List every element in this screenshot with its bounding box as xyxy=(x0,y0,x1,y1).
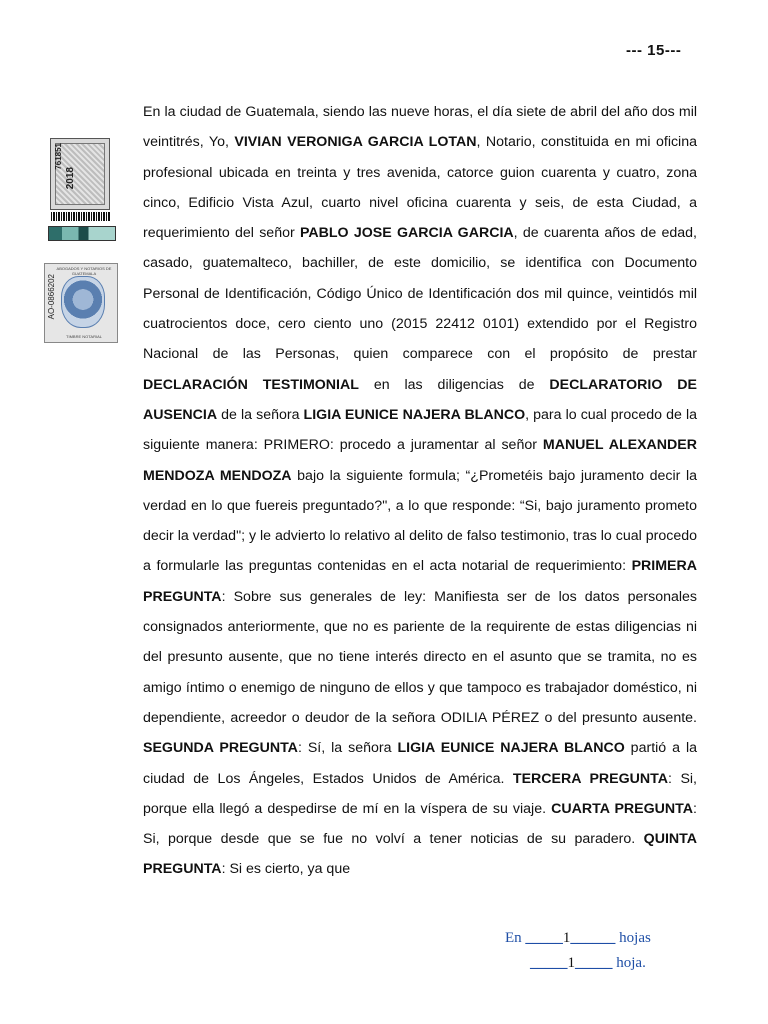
text-segment: , para lo cual procedo de la siguiente manera: PRIMERO: procedo a juramentar al señor xyxy=(143,406,697,454)
sheet-count-line-2 xyxy=(530,955,646,972)
text-segment: partió a la ciudad de Los Ángeles, Estados Unidos de América. xyxy=(143,740,698,787)
text-segment: En la ciudad de Guatemala, siendo las nueve horas, el día siete de abril del año dos mil veintitrés, Yo, xyxy=(143,104,697,151)
footer-blank: _____ xyxy=(525,930,563,946)
stamp-year: 2018 xyxy=(65,167,76,190)
footer-prefix: En xyxy=(505,930,522,946)
seal-number: AO-0866202 xyxy=(47,274,56,320)
sheet-count-line-1 xyxy=(505,930,651,947)
security-strip xyxy=(48,226,116,241)
crest-icon xyxy=(61,276,105,328)
seal-header: ABOGADOS Y NOTARIOS DE GUATEMALA xyxy=(56,266,112,276)
footer-blank: _____ xyxy=(575,955,613,971)
document-body xyxy=(143,97,697,885)
footer-number: 1 xyxy=(567,955,575,971)
footer-suffix: hoja. xyxy=(616,955,646,971)
text-segment: bajo la siguiente formula; “¿Prometéis bajo juramento decir la verdad en lo que fuereis preguntado?", a lo que responde: “Si, bajo juramento prometo decir la verdad"; y le advierto lo relativo al delito de falso testimonio, tras lo cual procedo a formularle las preguntas contenidas en el acta notarial de requerimiento: xyxy=(143,467,698,575)
name-absent-person: LIGIA EUNICE NAJERA BLANCO xyxy=(397,740,625,757)
name-notary: VIVIAN VERONIGA GARCIA LOTAN xyxy=(234,134,477,151)
footer-number: 1 xyxy=(562,930,571,946)
text-segment: : Si es cierto, ya que xyxy=(221,861,351,878)
seal-footer: TIMBRE NOTARIAL xyxy=(66,334,102,339)
notarial-seal-stamp xyxy=(44,263,118,343)
text-segment: , de cuarenta años de edad, casado, guatemalteco, bachiller, de este domicilio, se identifica con Documento Personal de Identificación, Código Único de Identificación dos mil quince, veintidós mil cuatrocientos doce, cero ciento uno (2015 22412 0101) extendido por el Registro Nacional de las Personas, quien comparece con el propósito de prestar xyxy=(143,225,697,363)
text-segment: : Sí, la señora xyxy=(297,740,398,757)
question-3-heading: TERCERA PREGUNTA xyxy=(512,770,669,787)
text-segment: : Si, porque ella llegó a despedirse de mí en la víspera de su viaje. xyxy=(143,770,697,817)
text-segment: de la señora xyxy=(217,406,304,423)
heading-proceeding: DECLARATORIO DE AUSENCIA xyxy=(143,376,697,423)
question-1-heading: PRIMERA PREGUNTA xyxy=(143,558,697,605)
name-absent-person: LIGIA EUNICE NAJERA BLANCO xyxy=(303,406,526,423)
name-requester: PABLO JOSE GARCIA GARCIA xyxy=(299,225,514,242)
question-5-heading: QUINTA PREGUNTA xyxy=(143,831,697,878)
name-witness: MANUEL ALEXANDER MENDOZA MENDOZA xyxy=(143,437,697,484)
page-number: --- 15--- xyxy=(626,42,682,59)
text-segment: en las diligencias de xyxy=(358,376,550,393)
text-segment: , Notario, constituida en mi oficina profesional ubicada en treinta y tres avenida, catorce guion cuarenta y cuatro, zona cinco, Edificio Vista Azul, cuarto nivel oficina cuarenta y seis, de esta Ciudad, a requerimiento del señor xyxy=(143,134,697,242)
barcode-icon xyxy=(51,212,111,221)
question-4-heading: CUARTA PREGUNTA xyxy=(551,800,694,817)
fiscal-stamp xyxy=(50,138,110,210)
footer-suffix: hojas xyxy=(619,930,651,946)
text-segment: : Sobre sus generales de ley: Manifiesta ser de los datos personales consignados anteriormente, que no es pariente de la requirente de estas diligencias ni del presunto ausente, que no tiene interés directo en el asunto que se tramita, no es amigo íntimo o enemigo de ninguno de ellos y que tampoco es trabajador doméstico, ni dependiente, acreedor o deudor de la señora ODILIA PÉREZ o del presunto ausente. xyxy=(143,588,697,726)
text-segment: : Si, porque desde que se fue no volví a tener noticias de su paradero. xyxy=(143,800,697,848)
question-2-heading: SEGUNDA PREGUNTA xyxy=(143,740,298,757)
footer-blank: ______ xyxy=(570,930,616,946)
stamp-number: 761851 xyxy=(54,143,63,170)
footer-blank: _____ xyxy=(530,955,568,971)
heading-declaration: DECLARACIÓN TESTIMONIAL xyxy=(143,376,359,393)
